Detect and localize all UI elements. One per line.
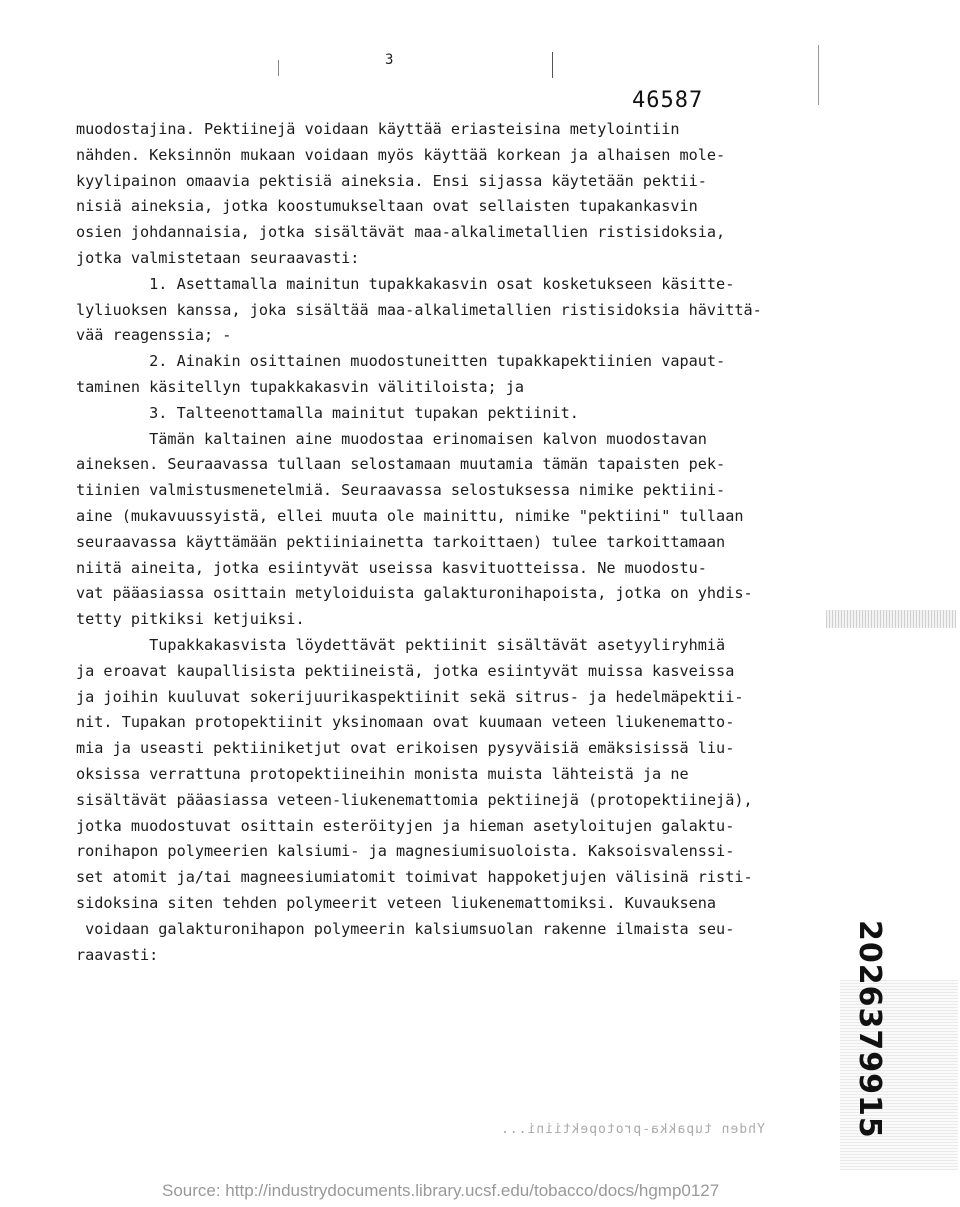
body-line: aineksen. Seuraavassa tullaan selostamaan muutamia tämän tapaisten pek- bbox=[76, 455, 726, 474]
body-line: nit. Tupakan protopektiinit yksinomaan ovat kuumaan veteen liukenematto- bbox=[76, 713, 735, 732]
body-text bbox=[76, 117, 836, 968]
body-line: tetty pitkiksi ketjuiksi. bbox=[76, 610, 305, 629]
body-line: Tämän kaltainen aine muodostaa erinomaisen kalvon muodostavan bbox=[76, 429, 707, 448]
body-line: jotka valmistetaan seuraavasti: bbox=[76, 248, 360, 267]
body-line: tiinien valmistusmenetelmiä. Seuraavassa selostuksessa nimike pektiini- bbox=[76, 481, 726, 500]
scan-noise-band bbox=[826, 610, 956, 628]
body-line: muodostajina. Pektiinejä voidaan käyttää eriasteisina metylointiin bbox=[76, 120, 680, 138]
body-line: 2. Ainakin osittainen muodostuneitten tupakkapektiinien vapaut- bbox=[76, 352, 726, 371]
page-number: 3 bbox=[385, 52, 394, 68]
body-line: mia ja useasti pektiiniketjut ovat erikoisen pysyväisiä emäksisissä liu- bbox=[76, 739, 735, 758]
body-line: ja eroavat kaupallisista pektiineistä, jotka esiintyvät muissa kasveissa bbox=[76, 661, 735, 680]
body-line: jotka muodostuvat osittain esteröityjen ja hieman asetyloitujen galaktu- bbox=[76, 816, 735, 835]
body-line: Tupakkakasvista löydettävät pektiinit sisältävät asetyyliryhmiä bbox=[76, 635, 726, 654]
body-line: ronihapon polymeerien kalsiumi- ja magnesiumisuoloista. Kaksoisvalenssi- bbox=[76, 842, 735, 861]
body-line: nisiä aineksia, jotka koostumukseltaan ovat sellaisten tupakankasvin bbox=[76, 197, 698, 216]
body-line: aine (mukavuussyistä, ellei muuta ole mainittu, nimike "pektiini" tullaan bbox=[76, 506, 744, 525]
body-line: sidoksina siten tehden polymeerit veteen liukenemattomiksi. Kuvauksena bbox=[76, 893, 717, 912]
body-line: set atomit ja/tai magneesiumiatomit toimivat happoketjujen välisinä risti- bbox=[76, 868, 753, 887]
body-line: voidaan galakturonihapon polymeerin kalsiumsuolan rakenne ilmaista seu- bbox=[76, 919, 735, 938]
body-line: nähden. Keksinnön mukaan voidaan myös käyttää korkean ja alhaisen mole- bbox=[76, 145, 726, 164]
body-line: oksissa verrattuna protopektiineihin monista muista lähteistä ja ne bbox=[76, 764, 689, 783]
body-line: niitä aineita, jotka esiintyvät useissa kasvituotteissa. Ne muodostu- bbox=[76, 558, 707, 577]
body-line: ja joihin kuuluvat sokerijuurikaspektiinit sekä sitrus- ja hedelmäpektii- bbox=[76, 687, 744, 706]
scan-mark bbox=[278, 60, 279, 76]
body-line: raavasti: bbox=[76, 945, 159, 964]
document-number: 46587 bbox=[632, 88, 704, 113]
scan-edge-line bbox=[818, 45, 819, 105]
body-line: vää reagenssia; - bbox=[76, 326, 232, 345]
body-line: osien johdannaisia, jotka sisältävät maa-alkalimetallien ristisidoksia, bbox=[76, 223, 726, 242]
body-line: 1. Asettamalla mainitun tupakkakasvin osat kosketukseen käsitte- bbox=[76, 274, 735, 293]
body-line: 3. Talteenottamalla mainitut tupakan pektiinit. bbox=[76, 403, 579, 422]
body-line: lyliuoksen kanssa, joka sisältää maa-alkalimetallien ristisidoksia hävittä- bbox=[76, 300, 762, 319]
body-line: vat pääasiassa osittain metyloiduista galakturonihapoista, jotka on yhdis- bbox=[76, 584, 753, 603]
source-footer: Source: http://industrydocuments.library.ucsf.edu/tobacco/docs/hgmp0127 bbox=[162, 1181, 720, 1200]
bates-number: 2026379915 bbox=[852, 920, 887, 1139]
body-line: taminen käsitellyn tupakkakasvin välitiloista; ja bbox=[76, 377, 525, 396]
body-line: kyylipainon omaavia pektisiä aineksia. Ensi sijassa käytetään pektii- bbox=[76, 171, 707, 190]
scan-bracket bbox=[548, 52, 553, 78]
bleed-through-text: Yhden tupakka-protopektiini... bbox=[500, 1122, 765, 1137]
body-line: seuraavassa käyttämään pektiiniainetta tarkoittaen) tulee tarkoittamaan bbox=[76, 532, 726, 551]
body-line: sisältävät pääasiassa veteen-liukenemattomia pektiinejä (protopektiinejä), bbox=[76, 790, 753, 809]
